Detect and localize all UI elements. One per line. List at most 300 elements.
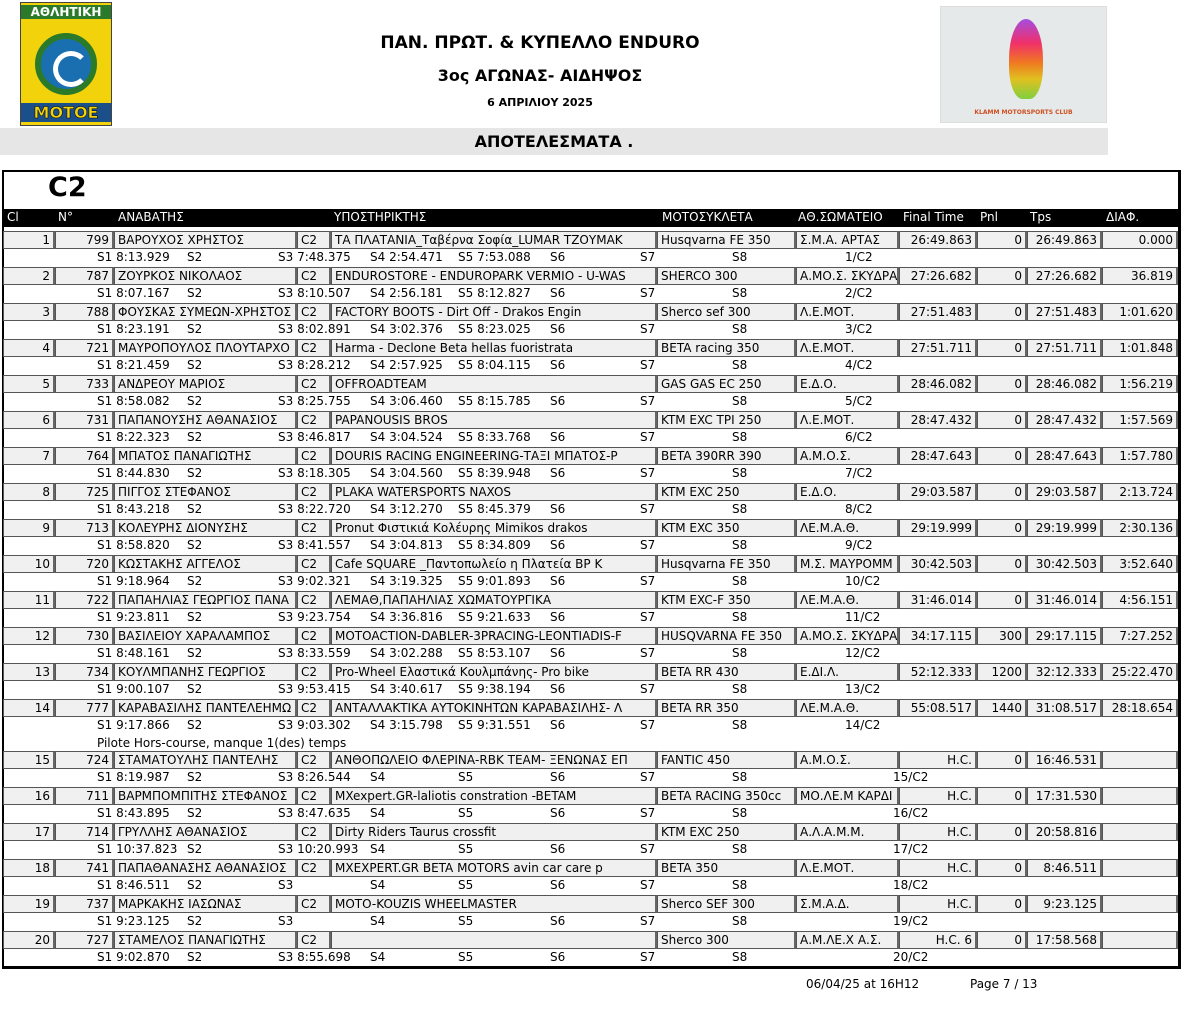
rider-name-cell: ΚΑΡΑΒΑΣΙΛΗΣ ΠΑΝΤΕΛΕΗΜΩ bbox=[114, 699, 297, 717]
col-cl: Cl bbox=[7, 210, 19, 224]
sponsor-cell: ΤΑ ΠΛΑΤΑΝΙΑ_Ταβέρνα Σοφία_LUMAR ΤΖΟΥΜΑΚ bbox=[331, 231, 657, 249]
split-time: S2 bbox=[187, 806, 203, 820]
motorcycle-cell: BETA racing 350 bbox=[657, 339, 796, 357]
gap-cell bbox=[1102, 895, 1178, 913]
penalty-cell: 1200 bbox=[977, 663, 1027, 681]
penalty-cell: 0 bbox=[977, 231, 1027, 249]
bib-number-cell: 764 bbox=[55, 447, 114, 465]
total-time-cell: 27:51.483 bbox=[1027, 303, 1102, 321]
class-rank: 4/C2 bbox=[845, 358, 873, 372]
split-time: S6 bbox=[550, 394, 566, 408]
split-time: S8 bbox=[732, 682, 748, 696]
split-time: S7 bbox=[640, 286, 656, 300]
club-cell: Α.Λ.Α.Μ.Μ. bbox=[796, 823, 899, 841]
final-time-cell: H.C. bbox=[899, 895, 977, 913]
sponsor-cell: Cafe SQUARE _Παντοπωλείο η Πλατεία ΒΡ Κ bbox=[331, 555, 657, 573]
bib-number-cell: 737 bbox=[55, 895, 114, 913]
final-time-cell: 55:08.517 bbox=[899, 699, 977, 717]
split-times-row bbox=[3, 357, 1178, 375]
gap-cell bbox=[1102, 751, 1178, 769]
split-time: S1 9:00.107 bbox=[97, 682, 170, 696]
split-time: S2 bbox=[187, 878, 203, 892]
gap-cell: 36.819 bbox=[1102, 267, 1178, 285]
total-time-cell: 29:17.115 bbox=[1027, 627, 1102, 645]
penalty-cell: 1440 bbox=[977, 699, 1027, 717]
penalty-cell: 0 bbox=[977, 931, 1027, 949]
split-time: S5 bbox=[458, 914, 474, 928]
split-times-row bbox=[3, 249, 1178, 267]
split-time: S3 8:46.817 bbox=[278, 430, 351, 444]
col-diff: ΔΙΑΦ. bbox=[1106, 210, 1140, 224]
motorcycle-cell: BETA 350 bbox=[657, 859, 796, 877]
total-time-cell: 31:08.517 bbox=[1027, 699, 1102, 717]
position-cell: 13 bbox=[3, 663, 55, 681]
split-time: S3 8:55.698 bbox=[278, 950, 351, 964]
split-time: S4 3:06.460 bbox=[370, 394, 443, 408]
position-cell: 14 bbox=[3, 699, 55, 717]
split-times-row bbox=[3, 913, 1178, 931]
split-time: S8 bbox=[732, 770, 748, 784]
gap-cell: 1:56.219 bbox=[1102, 375, 1178, 393]
split-time: S7 bbox=[640, 322, 656, 336]
position-cell: 1 bbox=[3, 231, 55, 249]
class-rank: 19/C2 bbox=[893, 914, 929, 928]
total-time-cell: 8:46.511 bbox=[1027, 859, 1102, 877]
split-time: S4 2:57.925 bbox=[370, 358, 443, 372]
split-time: S7 bbox=[640, 682, 656, 696]
motorcycle-cell: KTM EXC TPI 250 bbox=[657, 411, 796, 429]
split-time: S8 bbox=[732, 878, 748, 892]
split-time: S6 bbox=[550, 286, 566, 300]
gap-cell: 2:30.136 bbox=[1102, 519, 1178, 537]
rider-note bbox=[3, 735, 1178, 751]
table-header bbox=[3, 209, 1178, 227]
gap-cell bbox=[1102, 859, 1178, 877]
split-time: S3 8:26.544 bbox=[278, 770, 351, 784]
split-time: S6 bbox=[550, 842, 566, 856]
split-time: S1 8:58.820 bbox=[97, 538, 170, 552]
gap-cell: 1:57.569 bbox=[1102, 411, 1178, 429]
split-time: S6 bbox=[550, 950, 566, 964]
rider-name-cell: ΚΩΣΤΑΚΗΣ ΑΓΓΕΛΟΣ bbox=[114, 555, 297, 573]
position-cell: 4 bbox=[3, 339, 55, 357]
position-cell: 12 bbox=[3, 627, 55, 645]
split-time: S6 bbox=[550, 358, 566, 372]
category-cell: C2 bbox=[297, 303, 331, 321]
motorcycle-cell: FANTIC 450 bbox=[657, 751, 796, 769]
total-time-cell: 17:31.530 bbox=[1027, 787, 1102, 805]
rider-name-cell: ΒΑΣΙΛΕΙΟΥ ΧΑΡΑΛΑΜΠΟΣ bbox=[114, 627, 297, 645]
split-time: S7 bbox=[640, 610, 656, 624]
category-cell: C2 bbox=[297, 483, 331, 501]
split-times-row bbox=[3, 841, 1178, 859]
gap-cell bbox=[1102, 823, 1178, 841]
category-cell: C2 bbox=[297, 859, 331, 877]
split-time: S3 8:10.507 bbox=[278, 286, 351, 300]
split-times-row bbox=[3, 949, 1178, 967]
split-time: S3 8:47.635 bbox=[278, 806, 351, 820]
result-row bbox=[3, 267, 1178, 285]
club-cell: Α.Μ.Ο.Σ. bbox=[796, 751, 899, 769]
split-time: S4 bbox=[370, 770, 386, 784]
bib-number-cell: 720 bbox=[55, 555, 114, 573]
split-time: S4 3:04.524 bbox=[370, 430, 443, 444]
rider-name-cell: ΣΤΑΜΕΛΟΣ ΠΑΝΑΓΙΩΤΗΣ bbox=[114, 931, 297, 949]
bib-number-cell: 730 bbox=[55, 627, 114, 645]
result-row bbox=[3, 751, 1178, 769]
split-time: S5 8:12.827 bbox=[458, 286, 531, 300]
split-time: S3 8:02.891 bbox=[278, 322, 351, 336]
split-time: S7 bbox=[640, 394, 656, 408]
club-cell: Σ.Μ.Α.Δ. bbox=[796, 895, 899, 913]
penalty-cell: 0 bbox=[977, 751, 1027, 769]
gap-cell: 4:56.151 bbox=[1102, 591, 1178, 609]
split-times-row bbox=[3, 501, 1178, 519]
split-time: S4 3:12.270 bbox=[370, 502, 443, 516]
split-time: S1 8:19.987 bbox=[97, 770, 170, 784]
motorcycle-cell: BETA RR 430 bbox=[657, 663, 796, 681]
position-cell: 8 bbox=[3, 483, 55, 501]
final-time-cell: 27:26.682 bbox=[899, 267, 977, 285]
split-times-row bbox=[3, 285, 1178, 303]
split-time: S4 3:02.376 bbox=[370, 322, 443, 336]
sponsor-cell: MXexpert.GR-laliotis constration -BETAM bbox=[331, 787, 657, 805]
split-times-row bbox=[3, 321, 1178, 339]
position-cell: 17 bbox=[3, 823, 55, 841]
split-time: S4 3:02.288 bbox=[370, 646, 443, 660]
split-time: S4 bbox=[370, 878, 386, 892]
rider-name-cell: ΚΟΥΛΜΠΑΝΗΣ ΓΕΩΡΓΙΟΣ bbox=[114, 663, 297, 681]
split-time: S3 10:20.993 bbox=[278, 842, 359, 856]
class-rank: 2/C2 bbox=[845, 286, 873, 300]
split-time: S5 8:53.107 bbox=[458, 646, 531, 660]
gap-cell: 28:18.654 bbox=[1102, 699, 1178, 717]
gap-cell bbox=[1102, 787, 1178, 805]
col-moto: ΜΟΤΟΣΥΚΛΕΤΑ bbox=[662, 210, 753, 224]
split-time: S3 9:02.321 bbox=[278, 574, 351, 588]
split-times-row bbox=[3, 429, 1178, 447]
split-time: S6 bbox=[550, 574, 566, 588]
split-time: S8 bbox=[732, 718, 748, 732]
split-time: S5 8:04.115 bbox=[458, 358, 531, 372]
split-time: S3 7:48.375 bbox=[278, 250, 351, 264]
split-time: S7 bbox=[640, 538, 656, 552]
final-time-cell: H.C. bbox=[899, 787, 977, 805]
split-time: S5 9:21.633 bbox=[458, 610, 531, 624]
class-rank: 16/C2 bbox=[893, 806, 929, 820]
split-times-row bbox=[3, 877, 1178, 895]
split-time: S6 bbox=[550, 646, 566, 660]
split-time: S4 2:56.181 bbox=[370, 286, 443, 300]
sponsor-cell: MOTO-KOUZIS WHEELMASTER bbox=[331, 895, 657, 913]
logo-text-top: ΑΘΛΗΤΙΚΗ bbox=[21, 5, 111, 19]
motorcycle-cell: HUSQVARNA FE 350 bbox=[657, 627, 796, 645]
split-time: S7 bbox=[640, 718, 656, 732]
bib-number-cell: 799 bbox=[55, 231, 114, 249]
sponsor-cell: FACTORY BOOTS - Dirt Off - Drakos Engin bbox=[331, 303, 657, 321]
col-pnl: Pnl bbox=[980, 210, 998, 224]
sponsor-cell: MXEXPERT.GR BETA MOTORS avin car care p bbox=[331, 859, 657, 877]
split-time: S1 10:37.823 bbox=[97, 842, 178, 856]
club-cell: Μ.Σ. ΜΑΥΡΟΜΜ bbox=[796, 555, 899, 573]
split-time: S2 bbox=[187, 286, 203, 300]
motorcycle-cell: KTM EXC 250 bbox=[657, 483, 796, 501]
split-time: S3 bbox=[278, 878, 294, 892]
split-time: S3 8:33.559 bbox=[278, 646, 351, 660]
category-cell: C2 bbox=[297, 895, 331, 913]
result-row bbox=[3, 663, 1178, 681]
class-rank: 8/C2 bbox=[845, 502, 873, 516]
split-time: S1 9:23.811 bbox=[97, 610, 170, 624]
club-cell: Ε.ΔΙ.Λ. bbox=[796, 663, 899, 681]
split-time: S1 8:43.895 bbox=[97, 806, 170, 820]
split-time: S7 bbox=[640, 430, 656, 444]
position-cell: 7 bbox=[3, 447, 55, 465]
split-time: S2 bbox=[187, 430, 203, 444]
split-time: S7 bbox=[640, 770, 656, 784]
penalty-cell: 0 bbox=[977, 483, 1027, 501]
result-row bbox=[3, 303, 1178, 321]
club-cell: Σ.Μ.Α. ΑΡΤΑΣ bbox=[796, 231, 899, 249]
event-date: 6 ΑΠΡΙΛΙΟΥ 2025 bbox=[487, 96, 593, 109]
rider-name-cell: ΜΑΡΚΑΚΗΣ ΙΑΣΩΝΑΣ bbox=[114, 895, 297, 913]
final-time-cell: 31:46.014 bbox=[899, 591, 977, 609]
split-time: S1 8:48.161 bbox=[97, 646, 170, 660]
club-cell: Α.ΜΟ.Σ. ΣΚΥΔΡΑ bbox=[796, 267, 899, 285]
penalty-cell: 0 bbox=[977, 411, 1027, 429]
split-time: S2 bbox=[187, 718, 203, 732]
split-time: S8 bbox=[732, 322, 748, 336]
penalty-cell: 0 bbox=[977, 895, 1027, 913]
split-time: S1 8:58.082 bbox=[97, 394, 170, 408]
sponsor-cell: MOTOACTION-DABLER-3PRACING-LEONTIADIS-F bbox=[331, 627, 657, 645]
result-row bbox=[3, 627, 1178, 645]
split-times-row bbox=[3, 681, 1178, 699]
split-time: S3 8:28.212 bbox=[278, 358, 351, 372]
class-rank: 9/C2 bbox=[845, 538, 873, 552]
motorcycle-cell: BETA RR 350 bbox=[657, 699, 796, 717]
club-cell: Α.Μ.Ο.Σ. bbox=[796, 447, 899, 465]
class-rank: 5/C2 bbox=[845, 394, 873, 408]
category-cell: C2 bbox=[297, 663, 331, 681]
split-time: S2 bbox=[187, 610, 203, 624]
split-time: S6 bbox=[550, 322, 566, 336]
position-cell: 6 bbox=[3, 411, 55, 429]
split-time: S6 bbox=[550, 718, 566, 732]
motorcycle-cell: Sherco SEF 300 bbox=[657, 895, 796, 913]
split-time: S2 bbox=[187, 770, 203, 784]
bib-number-cell: 731 bbox=[55, 411, 114, 429]
split-times-row bbox=[3, 393, 1178, 411]
split-time: S2 bbox=[187, 466, 203, 480]
split-time: S7 bbox=[640, 574, 656, 588]
result-row bbox=[3, 519, 1178, 537]
split-time: S8 bbox=[732, 842, 748, 856]
rider-name-cell: ΖΟΥΡΚΟΣ ΝΙΚΟΛΑΟΣ bbox=[114, 267, 297, 285]
split-time: S6 bbox=[550, 430, 566, 444]
category-cell: C2 bbox=[297, 519, 331, 537]
gap-cell: 3:52.640 bbox=[1102, 555, 1178, 573]
split-time: S3 8:18.305 bbox=[278, 466, 351, 480]
rider-name-cell: ΒΑΡΜΠΟΜΠΙΤΗΣ ΣΤΕΦΑΝΟΣ bbox=[114, 787, 297, 805]
split-time: S1 8:13.929 bbox=[97, 250, 170, 264]
col-rider: ΑΝΑΒΑΤΗΣ bbox=[118, 210, 184, 224]
result-row bbox=[3, 699, 1178, 717]
result-row bbox=[3, 787, 1178, 805]
motorcycle-cell: Sherco sef 300 bbox=[657, 303, 796, 321]
rider-name-cell: ΜΠΑΤΟΣ ΠΑΝΑΓΙΩΤΗΣ bbox=[114, 447, 297, 465]
category-cell: C2 bbox=[297, 447, 331, 465]
gap-cell: 1:01.848 bbox=[1102, 339, 1178, 357]
split-time: S1 9:17.866 bbox=[97, 718, 170, 732]
col-final: Final Time bbox=[903, 210, 964, 224]
position-cell: 3 bbox=[3, 303, 55, 321]
split-time: S4 bbox=[370, 950, 386, 964]
split-times-row bbox=[3, 645, 1178, 663]
split-time: S5 8:45.379 bbox=[458, 502, 531, 516]
rider-name-cell: ΠΑΠΑΘΑΝΑΣΗΣ ΑΘΑΝΑΣΙΟΣ bbox=[114, 859, 297, 877]
split-time: S1 8:22.323 bbox=[97, 430, 170, 444]
category-cell: C2 bbox=[297, 411, 331, 429]
total-time-cell: 29:03.587 bbox=[1027, 483, 1102, 501]
result-row bbox=[3, 895, 1178, 913]
sponsor-cell: Harma - Declone Beta hellas fuoristrata bbox=[331, 339, 657, 357]
final-time-cell: 52:12.333 bbox=[899, 663, 977, 681]
position-cell: 15 bbox=[3, 751, 55, 769]
final-time-cell: H.C. 6 bbox=[899, 931, 977, 949]
split-time: S7 bbox=[640, 358, 656, 372]
final-time-cell: 29:03.587 bbox=[899, 483, 977, 501]
final-time-cell: 27:51.483 bbox=[899, 303, 977, 321]
final-time-cell: H.C. bbox=[899, 859, 977, 877]
final-time-cell: 27:51.711 bbox=[899, 339, 977, 357]
sponsor-cell: ΑΝΤΑΛΛΑΚΤΙΚΑ ΑΥΤΟΚΙΝΗΤΩΝ ΚΑΡΑΒΑΣΙΛΗΣ- Λ bbox=[331, 699, 657, 717]
bib-number-cell: 787 bbox=[55, 267, 114, 285]
class-rank: 11/C2 bbox=[845, 610, 881, 624]
split-time: S2 bbox=[187, 322, 203, 336]
rider-name-cell: ΦΟΥΣΚΑΣ ΣΥΜΕΩΝ-ΧΡΗΣΤΟΣ bbox=[114, 303, 297, 321]
motorcycle-cell: Husqvarna FE 350 bbox=[657, 555, 796, 573]
sponsor-cell: Pro-Wheel Ελαστικά Κουλμπάνης- Pro bike bbox=[331, 663, 657, 681]
col-tps: Tps bbox=[1030, 210, 1052, 224]
result-row bbox=[3, 591, 1178, 609]
position-cell: 10 bbox=[3, 555, 55, 573]
motorcycle-cell: BETA 390RR 390 bbox=[657, 447, 796, 465]
split-time: S7 bbox=[640, 250, 656, 264]
split-time: S8 bbox=[732, 914, 748, 928]
gap-cell: 1:57.780 bbox=[1102, 447, 1178, 465]
split-time: S8 bbox=[732, 502, 748, 516]
flame-logo-icon bbox=[1009, 19, 1043, 99]
result-row bbox=[3, 859, 1178, 877]
split-times-row bbox=[3, 805, 1178, 823]
motorcycle-cell: Sherco 300 bbox=[657, 931, 796, 949]
total-time-cell: 9:23.125 bbox=[1027, 895, 1102, 913]
category-cell: C2 bbox=[297, 267, 331, 285]
class-rank: 7/C2 bbox=[845, 466, 873, 480]
bib-number-cell: 734 bbox=[55, 663, 114, 681]
rider-name-cell: ΒΑΡΟΥΧΟΣ ΧΡΗΣΤΟΣ bbox=[114, 231, 297, 249]
penalty-cell: 0 bbox=[977, 787, 1027, 805]
split-time: S4 3:04.560 bbox=[370, 466, 443, 480]
sponsor-cell: Pronut Φιστικιά Κολέυρης Mimikos drakos bbox=[331, 519, 657, 537]
split-times-row bbox=[3, 769, 1178, 787]
final-time-cell: H.C. bbox=[899, 751, 977, 769]
bib-number-cell: 777 bbox=[55, 699, 114, 717]
class-rank: 10/C2 bbox=[845, 574, 881, 588]
bib-number-cell: 741 bbox=[55, 859, 114, 877]
rider-name-cell: ΓΡΥΛΛΗΣ ΑΘΑΝΑΣΙΟΣ bbox=[114, 823, 297, 841]
event-subtitle: 3ος ΑΓΩΝΑΣ- ΑΙΔΗΨΟΣ bbox=[437, 66, 643, 85]
sponsor-cell: Dirty Riders Taurus crossfit bbox=[331, 823, 657, 841]
club-cell: Λ.Ε.ΜΟΤ. bbox=[796, 339, 899, 357]
position-cell: 19 bbox=[3, 895, 55, 913]
split-time: S8 bbox=[732, 394, 748, 408]
split-time: S1 8:43.218 bbox=[97, 502, 170, 516]
category-cell: C2 bbox=[297, 699, 331, 717]
split-time: S1 8:07.167 bbox=[97, 286, 170, 300]
split-time: S6 bbox=[550, 610, 566, 624]
split-time: S3 8:41.557 bbox=[278, 538, 351, 552]
total-time-cell: 29:19.999 bbox=[1027, 519, 1102, 537]
category-cell: C2 bbox=[297, 375, 331, 393]
split-time: S6 bbox=[550, 770, 566, 784]
split-time: S2 bbox=[187, 394, 203, 408]
position-cell: 20 bbox=[3, 931, 55, 949]
result-row bbox=[3, 411, 1178, 429]
rider-name-cell: ΠΙΓΓΟΣ ΣΤΕΦΑΝΟΣ bbox=[114, 483, 297, 501]
final-time-cell: 28:46.082 bbox=[899, 375, 977, 393]
category-cell: C2 bbox=[297, 231, 331, 249]
split-time: S2 bbox=[187, 646, 203, 660]
total-time-cell: 26:49.863 bbox=[1027, 231, 1102, 249]
col-no: N° bbox=[58, 210, 73, 224]
rider-name-cell: ΚΟΛΕΥΡΗΣ ΔΙΟΝΥΣΗΣ bbox=[114, 519, 297, 537]
club-cell: ΛΕ.Μ.Α.Θ. bbox=[796, 591, 899, 609]
gap-cell: 1:01.620 bbox=[1102, 303, 1178, 321]
total-time-cell: 17:58.568 bbox=[1027, 931, 1102, 949]
penalty-cell: 0 bbox=[977, 375, 1027, 393]
bib-number-cell: 722 bbox=[55, 591, 114, 609]
bib-number-cell: 721 bbox=[55, 339, 114, 357]
class-rank: 14/C2 bbox=[845, 718, 881, 732]
logo-text-bottom: ΜΟΤΟΕ bbox=[21, 103, 111, 122]
split-times-row bbox=[3, 537, 1178, 555]
final-time-cell: H.C. bbox=[899, 823, 977, 841]
class-rank: 18/C2 bbox=[893, 878, 929, 892]
split-time: S4 bbox=[370, 914, 386, 928]
gap-cell bbox=[1102, 931, 1178, 949]
split-time: S3 8:22.720 bbox=[278, 502, 351, 516]
position-cell: 5 bbox=[3, 375, 55, 393]
club-cell: ΛΕ.Μ.Α.Θ. bbox=[796, 519, 899, 537]
split-time: S8 bbox=[732, 574, 748, 588]
split-time: S5 8:23.025 bbox=[458, 322, 531, 336]
club-cell: Λ.Ε.ΜΟΤ. bbox=[796, 411, 899, 429]
category-cell: C2 bbox=[297, 931, 331, 949]
split-time: S3 9:03.302 bbox=[278, 718, 351, 732]
club-cell: Α.ΜΟ.Σ. ΣΚΥΔΡΑ bbox=[796, 627, 899, 645]
club-cell: Α.Μ.ΛΕ.Χ Α.Σ. bbox=[796, 931, 899, 949]
motorcycle-cell: KTM EXC 350 bbox=[657, 519, 796, 537]
split-times-row bbox=[3, 465, 1178, 483]
split-time: S6 bbox=[550, 878, 566, 892]
result-row bbox=[3, 375, 1178, 393]
result-row bbox=[3, 555, 1178, 573]
split-time: S8 bbox=[732, 806, 748, 820]
penalty-cell: 0 bbox=[977, 519, 1027, 537]
results-heading: ΑΠΟΤΕΛΕΣΜΑΤΑ . bbox=[474, 132, 634, 151]
